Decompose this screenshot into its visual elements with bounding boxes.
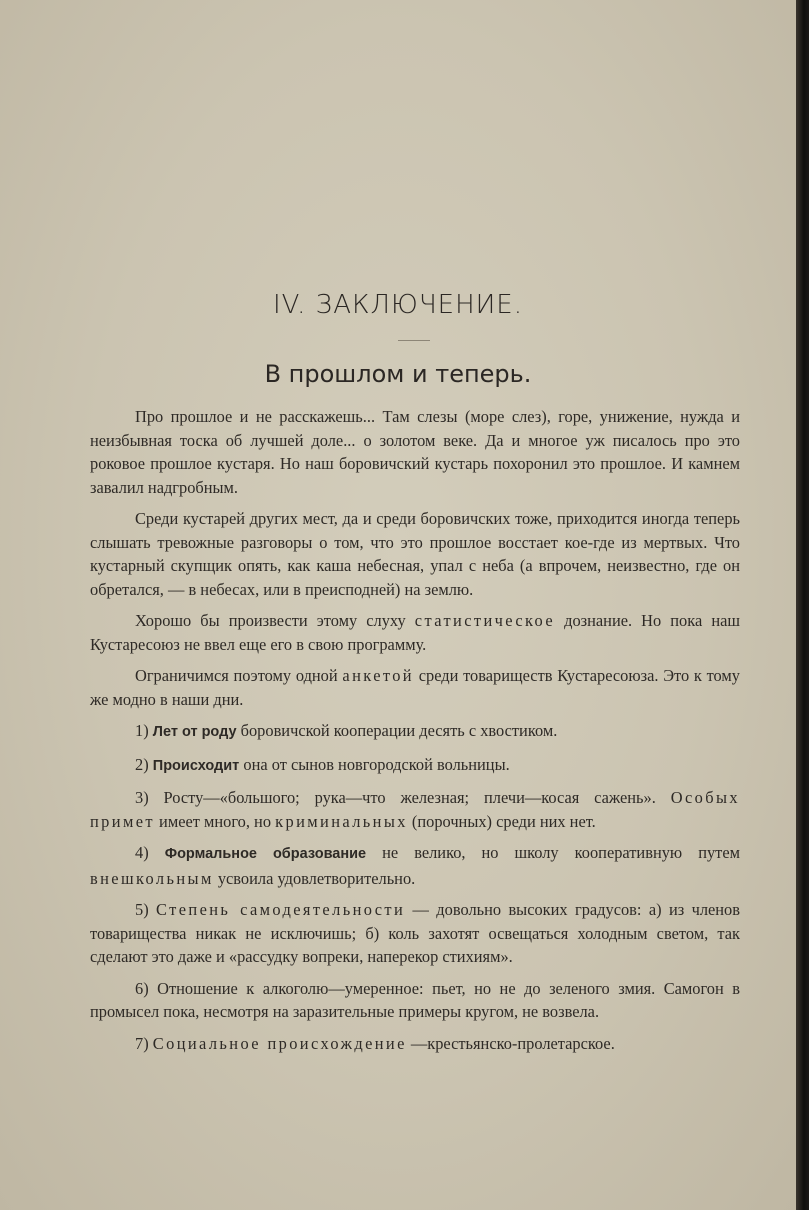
survey-item-7 <box>90 1032 740 1056</box>
item-text: имеет много, но <box>154 811 276 831</box>
item-text: боровичской кооперации десять с хвостиком. <box>236 721 558 740</box>
title-divider <box>398 340 430 341</box>
paragraph-2: Среди кустарей других мест, да и среди боровичских тоже, приходится иногда теперь слышать тревожные разговоры о том, что это прошлое восстает кое-где из мертвых. Что кустарный скупщик опять, как каша небесная, упал с неба (а впрочем, неизвестно, где он обретался, — в небесах, или в преисподней) на землю. <box>90 509 740 599</box>
item-text: не велико, но школу кооперативную путем <box>366 843 740 862</box>
item-text: 3) Росту—«большого; рука—что железная; плечи—косая сажень». <box>135 788 671 807</box>
item-text: (порочных) среди них нет. <box>407 811 596 831</box>
survey-item-1 <box>90 719 740 745</box>
page-binding-edge <box>796 0 809 1210</box>
item-number: 7) <box>135 1033 153 1053</box>
item-keyword: Лет от роду <box>152 724 237 740</box>
item-keyword: Особых примет <box>90 788 740 831</box>
paragraph-4 <box>90 664 740 711</box>
item-number: 5) <box>135 900 157 919</box>
item-text: — довольно высоких градусов: а) из членов товарищества никак не исключишь; б) коль захотят освещаться холодным светом, так сделают это даже и «рассудку вопреки, наперекор стихиям». <box>90 900 740 966</box>
paragraph-3-text: Хорошо бы произвести этому слуху <box>135 611 415 630</box>
paragraph-3-text-end: дознание. Но пока наш Кустаресоюз не ввел еще его в свою программу. <box>90 611 740 654</box>
survey-item-4 <box>90 841 740 890</box>
emphasis-statistical: статистическое <box>414 611 556 630</box>
item-text: усвоила удовлетворительно. <box>213 868 416 888</box>
item-keyword: криминальных <box>275 811 408 831</box>
item-keyword: Степень самодеятельности <box>156 900 406 919</box>
item-keyword: внешкольным <box>90 868 214 888</box>
paragraph-1: Про прошлое и не расскажешь... Там слезы (море слез), горе, унижение, нужда и неизбывная тоска об лучшей доле... о золотом веке. Да и многое уж писалось про это роковое прошлое кустаря. Но наш боровичский кустарь похоронил это прошлое. И камнем завалил надгробным. <box>90 407 740 497</box>
item-text: —крестьянско-пролетарское. <box>406 1033 615 1053</box>
emphasis-survey: анкетой <box>342 666 414 685</box>
item-text: она от сынов новгородской вольницы. <box>239 754 510 774</box>
survey-item-5 <box>90 898 740 969</box>
item-number: 1) <box>135 721 153 740</box>
item-keyword: Формальное образование <box>164 846 367 862</box>
chapter-title: IV. ЗАКЛЮЧЕНИЕ. <box>273 290 523 320</box>
paragraph-4-text-end: среди товариществ Кустаресоюза. Это к тому же модно в наши дни. <box>90 666 741 709</box>
item-number: 4) <box>135 843 165 862</box>
paragraph-4-text: Ограничимся поэтому одной <box>135 666 343 685</box>
item-number: 2) <box>135 754 153 774</box>
item-keyword: Социальное происхождение <box>152 1033 407 1053</box>
item-keyword: Происходит <box>152 757 240 774</box>
survey-item-6: 6) Отношение к алкоголю—умеренное: пьет, но не до зеленого змия. Самогон в промысел пока, несмотря на заразительные примеры кругом, не возвела. <box>90 978 740 1021</box>
body-text <box>90 405 740 1063</box>
section-title: В прошлом и теперь. <box>264 360 532 388</box>
survey-item-2 <box>90 753 740 779</box>
paragraph-3 <box>90 609 740 656</box>
survey-item-3 <box>90 786 740 833</box>
